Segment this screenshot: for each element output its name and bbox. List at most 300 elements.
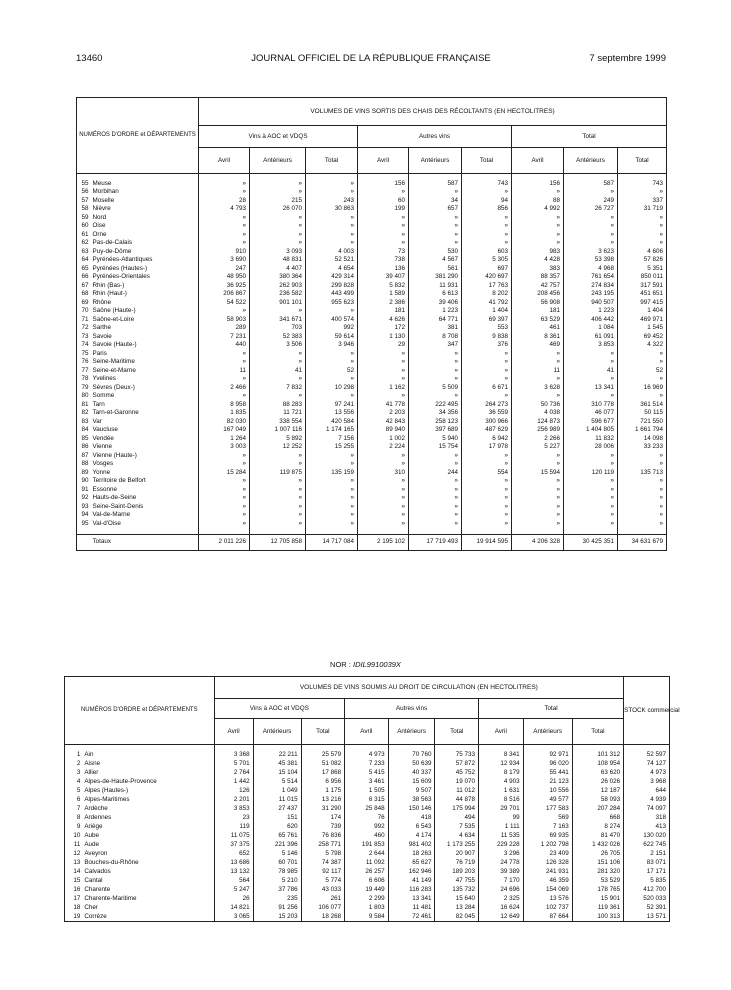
table-row [65, 850, 670, 859]
value-cell: 397 689 [409, 426, 462, 435]
table-row [77, 409, 667, 418]
dept-number: 61 [77, 231, 91, 240]
table-row [77, 188, 667, 197]
value-cell: 2 266 [512, 435, 564, 444]
value-cell: 7 231 [199, 333, 250, 342]
dept-number: 9 [65, 823, 83, 832]
value-cell: 11 075 [214, 832, 253, 841]
value-cell: » [199, 503, 250, 512]
table-row [77, 290, 667, 299]
value-cell: 75 733 [435, 751, 479, 760]
total-cell: 19 914 595 [462, 534, 512, 550]
value-cell: 50 736 [512, 401, 564, 410]
value-cell: 60 701 [253, 859, 301, 868]
value-cell: 17 978 [462, 443, 512, 452]
value-cell: 18 263 [388, 850, 435, 859]
value-cell: 28 006 [564, 443, 618, 452]
page-number: 13460 [76, 53, 103, 64]
value-cell: » [199, 392, 250, 401]
dept-name: Oise [91, 222, 199, 231]
value-cell: 1 223 [564, 307, 618, 316]
total-cell: 12 705 858 [250, 534, 306, 550]
value-cell: 554 [462, 469, 512, 478]
value-cell: 17 763 [462, 282, 512, 291]
value-cell: 76 836 [301, 832, 345, 841]
table-row [77, 358, 667, 367]
value-cell: » [618, 486, 667, 495]
value-cell: » [250, 494, 306, 503]
value-cell: 52 597 [624, 751, 670, 760]
table-row [77, 401, 667, 410]
value-cell: » [199, 460, 250, 469]
value-cell: 11 015 [253, 796, 301, 805]
value-cell: 3 296 [478, 850, 523, 859]
dept-name: Calvados [82, 868, 214, 877]
dept-name: Pyrénées-Orientales [91, 273, 199, 282]
value-cell: 992 [306, 324, 358, 333]
table-row [77, 316, 667, 325]
value-cell: 1 049 [253, 787, 301, 796]
table-row [65, 841, 670, 850]
value-cell: 26 070 [250, 205, 306, 214]
value-cell: 8 202 [462, 290, 512, 299]
value-cell: 31 290 [301, 805, 345, 814]
table-row [65, 823, 670, 832]
value-cell: 199 [358, 205, 409, 214]
value-cell: » [564, 477, 618, 486]
value-cell: » [306, 231, 358, 240]
value-cell: 235 [253, 895, 301, 904]
dept-number: 6 [65, 796, 83, 805]
value-cell: 124 873 [512, 418, 564, 427]
value-cell: » [618, 511, 667, 520]
value-cell: 383 [512, 265, 564, 274]
value-cell: » [250, 231, 306, 240]
value-cell: 530 [409, 248, 462, 257]
dept-name: Cher [82, 904, 214, 913]
value-cell: » [358, 392, 409, 401]
value-cell: 5 514 [253, 778, 301, 787]
value-cell: 26 [214, 895, 253, 904]
value-cell: 274 834 [564, 282, 618, 291]
value-cell: » [199, 486, 250, 495]
value-cell: 11 481 [388, 904, 435, 913]
table-row [77, 307, 667, 316]
value-cell: 13 341 [388, 895, 435, 904]
subcolumn-header: Avril [199, 148, 250, 174]
value-cell: 461 [512, 324, 564, 333]
value-cell: » [512, 350, 564, 359]
value-cell: 89 940 [358, 426, 409, 435]
dept-name: Cantal [82, 877, 214, 886]
value-cell: 119 [214, 823, 253, 832]
value-cell: 1 264 [199, 435, 250, 444]
value-cell: » [250, 520, 306, 529]
value-cell: 97 241 [306, 401, 358, 410]
dept-name: Hauts-de-Seine [91, 494, 199, 503]
value-cell: 88 283 [250, 401, 306, 410]
value-cell: 81 470 [572, 832, 623, 841]
value-cell: 29 [358, 341, 409, 350]
value-cell: 70 760 [388, 751, 435, 760]
dept-name: Rhône [91, 299, 199, 308]
value-cell: 14 821 [214, 904, 253, 913]
value-cell: 1 130 [358, 333, 409, 342]
value-cell: 910 [199, 248, 250, 257]
table-row [65, 904, 670, 913]
totals-row [77, 534, 667, 550]
total-cell: 14 717 084 [306, 534, 358, 550]
value-cell: 102 737 [523, 904, 572, 913]
value-cell: 50 639 [388, 760, 435, 769]
value-cell: 25 579 [301, 751, 345, 760]
value-cell: » [462, 452, 512, 461]
value-cell: 3 853 [564, 341, 618, 350]
dept-number: 16 [65, 886, 83, 895]
value-cell: 6 942 [462, 435, 512, 444]
value-cell: 310 [358, 469, 409, 478]
value-cell: » [199, 188, 250, 197]
value-cell: 13 576 [523, 895, 572, 904]
value-cell: 76 [345, 814, 389, 823]
dept-number: 83 [77, 418, 91, 427]
dept-name: Alpes-de-Haute-Provence [82, 778, 214, 787]
value-cell: 443 499 [306, 290, 358, 299]
value-cell: » [512, 520, 564, 529]
dept-name: Savoie (Haute-) [91, 341, 199, 350]
value-cell: » [409, 188, 462, 197]
dept-column-header: NUMÉROS D'ORDRE et DÉPARTEMENTS [65, 677, 215, 745]
value-cell: 9 838 [462, 333, 512, 342]
value-cell: 42 843 [358, 418, 409, 427]
value-cell: 45 752 [435, 769, 479, 778]
table-row [77, 384, 667, 393]
value-cell: » [512, 486, 564, 495]
subcolumn-header: Total [462, 148, 512, 174]
value-cell: 1 173 255 [435, 841, 479, 850]
value-cell: 11 092 [345, 859, 389, 868]
value-cell: 23 409 [523, 850, 572, 859]
value-cell: » [199, 358, 250, 367]
value-cell: 101 312 [572, 751, 623, 760]
table-row [77, 231, 667, 240]
subcolumn-header: Total [572, 719, 623, 745]
value-cell: » [199, 375, 250, 384]
value-cell: 45 381 [253, 760, 301, 769]
dept-number: 66 [77, 273, 91, 282]
value-cell: 596 677 [564, 418, 618, 427]
nor-reference [0, 660, 731, 669]
value-cell: 2 466 [199, 384, 250, 393]
value-cell: 4 992 [512, 205, 564, 214]
value-cell: 3 628 [512, 384, 564, 393]
table-row [65, 787, 670, 796]
value-cell: » [564, 452, 618, 461]
dept-name: Pyrénées-Atlantiques [91, 256, 199, 265]
dept-number: 73 [77, 333, 91, 342]
value-cell: 620 [253, 823, 301, 832]
value-cell: 6 606 [345, 877, 389, 886]
value-cell: 856 [462, 205, 512, 214]
value-cell: 120 119 [564, 469, 618, 478]
value-cell: 3 003 [199, 443, 250, 452]
value-cell: 108 954 [572, 760, 623, 769]
subcolumn-header: Avril [478, 719, 523, 745]
value-cell: 413 [624, 823, 670, 832]
value-cell: » [306, 350, 358, 359]
value-cell: 7 832 [250, 384, 306, 393]
value-cell: 412 700 [624, 886, 670, 895]
dept-name: Moselle [91, 197, 199, 206]
value-cell: 603 [462, 248, 512, 257]
value-cell: » [306, 392, 358, 401]
value-cell: » [199, 231, 250, 240]
value-cell: 47 755 [435, 877, 479, 886]
value-cell: 469 971 [618, 316, 667, 325]
value-cell: » [462, 367, 512, 376]
dept-number: 3 [65, 769, 83, 778]
value-cell: 92 971 [523, 751, 572, 760]
value-cell: 52 [306, 367, 358, 376]
table-row [77, 239, 667, 248]
dept-number: 58 [77, 205, 91, 214]
value-cell: 5 798 [301, 850, 345, 859]
dept-number: 65 [77, 265, 91, 274]
value-cell: 739 [301, 823, 345, 832]
table-row [77, 460, 667, 469]
dept-number: 79 [77, 384, 91, 393]
value-cell: 1 835 [199, 409, 250, 418]
value-cell: 8 341 [478, 751, 523, 760]
value-cell: 703 [250, 324, 306, 333]
value-cell: » [512, 460, 564, 469]
value-cell: » [358, 367, 409, 376]
value-cell: » [462, 222, 512, 231]
table-row [65, 778, 670, 787]
value-cell: » [250, 239, 306, 248]
value-cell: 5 892 [250, 435, 306, 444]
value-cell: 69 397 [462, 316, 512, 325]
value-cell: 697 [462, 265, 512, 274]
table-row [65, 913, 670, 922]
value-cell: 850 011 [618, 273, 667, 282]
total-cell: 2 195 102 [358, 534, 409, 550]
value-cell: 7 156 [306, 435, 358, 444]
dept-name: Alpes-Maritimes [82, 796, 214, 805]
subcolumn-header: Antérieurs [564, 148, 618, 174]
value-cell: 8 361 [512, 333, 564, 342]
value-cell: 487 629 [462, 426, 512, 435]
dept-number: 15 [65, 877, 83, 886]
dept-number: 93 [77, 503, 91, 512]
value-cell: 2 151 [624, 850, 670, 859]
dept-number: 56 [77, 188, 91, 197]
value-cell: » [618, 392, 667, 401]
value-cell: » [306, 180, 358, 189]
value-cell: 15 255 [306, 443, 358, 452]
value-cell: » [409, 350, 462, 359]
value-cell: 54 522 [199, 299, 250, 308]
value-cell: 1 404 805 [564, 426, 618, 435]
value-cell: 177 583 [523, 805, 572, 814]
value-cell: » [250, 486, 306, 495]
dept-number: 8 [65, 814, 83, 823]
value-cell: » [512, 452, 564, 461]
value-cell: 178 765 [572, 886, 623, 895]
dept-number: 18 [65, 904, 83, 913]
value-cell: 87 664 [523, 913, 572, 922]
value-cell: » [358, 214, 409, 223]
value-cell: 60 [358, 197, 409, 206]
table-row [77, 426, 667, 435]
dept-number: 77 [77, 367, 91, 376]
dept-name: Nord [91, 214, 199, 223]
value-cell: 78 985 [253, 868, 301, 877]
table-row [77, 435, 667, 444]
table-row [77, 265, 667, 274]
value-cell: 39 389 [478, 868, 523, 877]
value-cell: 4 407 [250, 265, 306, 274]
value-cell: 96 020 [523, 760, 572, 769]
value-cell: 3 968 [624, 778, 670, 787]
value-cell: 59 614 [306, 333, 358, 342]
table-row [65, 895, 670, 904]
value-cell: » [409, 486, 462, 495]
value-cell: 2 224 [358, 443, 409, 452]
dept-column-header: NUMÉROS D'ORDRE et DÉPARTEMENTS [77, 98, 199, 174]
table-row [77, 299, 667, 308]
value-cell: » [306, 511, 358, 520]
dept-name: Ain [82, 751, 214, 760]
value-cell: » [306, 520, 358, 529]
dept-number: 71 [77, 316, 91, 325]
value-cell: 4 174 [388, 832, 435, 841]
value-cell: 29 701 [478, 805, 523, 814]
value-cell: 6 613 [409, 290, 462, 299]
value-cell: 46 077 [564, 409, 618, 418]
value-cell: » [250, 460, 306, 469]
value-cell: 4 322 [618, 341, 667, 350]
value-cell: 57 872 [435, 760, 479, 769]
value-cell: 3 093 [250, 248, 306, 257]
table-row [65, 877, 670, 886]
dept-number: 63 [77, 248, 91, 257]
value-cell: 5 509 [409, 384, 462, 393]
value-cell: 1 404 [462, 307, 512, 316]
value-cell: » [409, 503, 462, 512]
value-cell: 317 591 [618, 282, 667, 291]
value-cell: 622 745 [624, 841, 670, 850]
value-cell: 668 [572, 814, 623, 823]
dept-number: 57 [77, 197, 91, 206]
value-cell: 229 228 [478, 841, 523, 850]
dept-number: 14 [65, 868, 83, 877]
value-cell: 1 589 [358, 290, 409, 299]
value-cell: » [199, 307, 250, 316]
table-row [77, 248, 667, 257]
dept-number: 87 [77, 452, 91, 461]
value-cell: 12 649 [478, 913, 523, 922]
value-cell: 82 045 [435, 913, 479, 922]
value-cell: » [462, 231, 512, 240]
value-cell: » [409, 358, 462, 367]
dept-name: Pas-de-Calais [91, 239, 199, 248]
value-cell: » [199, 494, 250, 503]
value-cell: 1 661 794 [618, 426, 667, 435]
value-cell: » [618, 494, 667, 503]
value-cell: » [250, 222, 306, 231]
value-cell: 82 030 [199, 418, 250, 427]
value-cell: 262 903 [250, 282, 306, 291]
value-cell: 3 623 [564, 248, 618, 257]
value-cell: 400 574 [306, 316, 358, 325]
value-cell: 74 387 [301, 859, 345, 868]
value-cell: » [618, 214, 667, 223]
value-cell: 243 [306, 197, 358, 206]
table-row [77, 197, 667, 206]
value-cell: 644 [624, 787, 670, 796]
value-cell: 3 506 [250, 341, 306, 350]
value-cell: 451 651 [618, 290, 667, 299]
value-cell: 126 [214, 787, 253, 796]
subcolumn-header: Avril [358, 148, 409, 174]
value-cell: 420 584 [306, 418, 358, 427]
value-cell: 5 305 [462, 256, 512, 265]
value-cell: 34 356 [409, 409, 462, 418]
value-cell: 11 832 [564, 435, 618, 444]
value-cell: » [564, 494, 618, 503]
value-cell: » [306, 188, 358, 197]
value-cell: 52 391 [624, 904, 670, 913]
dept-number: 82 [77, 409, 91, 418]
value-cell: 376 [462, 341, 512, 350]
dept-name: Ardennes [82, 814, 214, 823]
total-cell: 30 425 351 [564, 534, 618, 550]
value-cell: 1 202 798 [523, 841, 572, 850]
value-cell: 247 [199, 265, 250, 274]
value-cell: 440 [199, 341, 250, 350]
dept-number: 95 [77, 520, 91, 529]
value-cell: 65 761 [253, 832, 301, 841]
table-wine-exits [76, 97, 667, 551]
dept-name: Orne [91, 231, 199, 240]
dept-name: Val-de-Marne [91, 511, 199, 520]
table-row [77, 469, 667, 478]
value-cell: 347 [409, 341, 462, 350]
value-cell: 8 516 [478, 796, 523, 805]
value-cell: » [618, 231, 667, 240]
value-cell: 221 396 [253, 841, 301, 850]
value-cell: » [462, 503, 512, 512]
dept-name: Aude [82, 841, 214, 850]
value-cell: 361 514 [618, 401, 667, 410]
value-cell: » [358, 452, 409, 461]
value-cell: » [462, 375, 512, 384]
value-cell: 13 556 [306, 409, 358, 418]
value-cell: » [462, 486, 512, 495]
value-cell: 46 359 [523, 877, 572, 886]
value-cell: 2 764 [214, 769, 253, 778]
value-cell: 63 620 [572, 769, 623, 778]
value-cell: » [409, 511, 462, 520]
value-cell: 51 082 [301, 760, 345, 769]
table-row [65, 868, 670, 877]
value-cell: 406 442 [564, 316, 618, 325]
dept-number: 7 [65, 805, 83, 814]
value-cell: » [358, 503, 409, 512]
value-cell: 172 [358, 324, 409, 333]
table-row [65, 805, 670, 814]
